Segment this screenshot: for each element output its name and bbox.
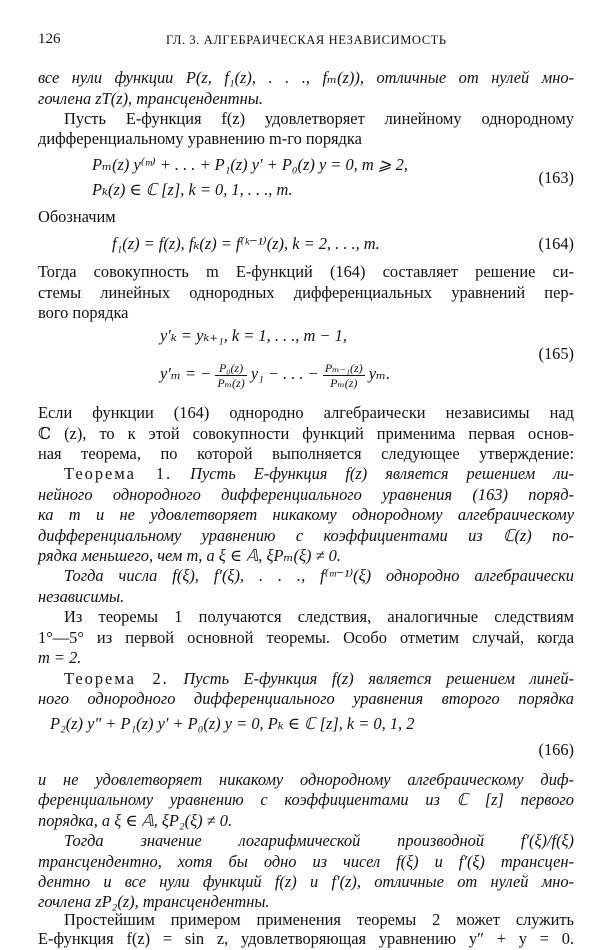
equation-165-line1: y′ₖ = yₖ₊₁, k = 1, . . ., m − 1, <box>160 326 347 345</box>
text-line: порядка, а ξ ∈ 𝔸, ξP₂(ξ) ≠ 0. <box>38 811 233 830</box>
text-line: нейного однородного дифференциального уравнения (163) поряд- <box>38 485 574 504</box>
page-number: 126 <box>38 31 61 47</box>
text-line: m = 2. <box>38 648 82 667</box>
text-line: Если функции (164) однородно алгебраически независимы над <box>38 403 574 422</box>
equation-165-end: yₘ. <box>368 364 391 383</box>
theorem-2-heading-line: Теорема 2. Пусть E-функция f(z) является решением линей- <box>64 669 574 688</box>
equation-163-line2: Pₖ(z) ∈ ℂ [z], k = 0, 1, . . ., m. <box>92 180 293 199</box>
text-line: рядка меньшего, чем m, а ξ ∈ 𝔸, ξPₘ(ξ) ≠ 0. <box>38 546 341 565</box>
text-line: вого порядка <box>38 303 129 322</box>
text-line: 1°—5° из первой основной теоремы. Особо отметим случай, когда <box>38 628 574 647</box>
text-line: гочлена zP₂(z), трансцендентны. <box>38 892 270 911</box>
text-line: гочлена zT(z), трансцендентны. <box>38 89 263 108</box>
theorem-1-label: Теорема 1. <box>64 464 173 483</box>
equation-166: P₂(z) y″ + P₁(z) y′ + P₀(z) y = 0, Pₖ ∈ ℂ [z], k = 0, 1, 2 <box>50 714 415 733</box>
text-line: Тогда совокупность m E-функций (164) составляет решение си- <box>38 262 574 281</box>
equation-165-lhs: y′ₘ = − <box>160 364 212 383</box>
text-line: независимы. <box>38 587 125 606</box>
theorem-1-heading-line: Теорема 1. Пусть E-функция f(z) является решением ли- <box>64 464 575 483</box>
fraction-p0-pm: $\frac{\text{P₀(z)}}{\text{Pₘ(z)}}$ <box>217 360 245 390</box>
running-title: ГЛ. 3. АЛГЕБРАИЧЕСКАЯ НЕЗАВИСИМОСТЬ <box>166 33 447 47</box>
text-line: и не удовлетворяет никакому однородному алгебраическому диф- <box>38 770 574 789</box>
theorem-2-label: Теорема 2. <box>64 669 169 688</box>
text-line: дентно и все нули функций f(z) и f′(z), отличные от нулей мно- <box>38 872 574 891</box>
text-line: ного однородного дифференциального уравнения второго порядка <box>38 689 574 708</box>
equation-number-165: (165) <box>538 344 574 363</box>
text-line: ка m и не удовлетворяет никакому однородному алгебраическому <box>38 505 574 524</box>
text-line: стемы линейных однородных дифференциальных уравнений пер- <box>38 283 574 302</box>
equation-165-line2 <box>160 354 390 394</box>
text-line: ференциальному уравнению с коэффициентами из ℂ [z] первого <box>38 790 574 809</box>
equation-165-middle: y₁ − . . . − <box>250 364 319 383</box>
text-line: Пусть E-функция f(z) удовлетворяет линейному однородному <box>64 109 574 128</box>
fraction-pm1-pm: $\frac{\text{Pₘ₋₁(z)}}{\text{Pₘ(z)}}$ <box>324 360 363 390</box>
text-line: трансцендентно, хотя бы одно из чисел f(ξ) и f′(ξ) трансцен- <box>38 852 574 871</box>
text-line: ℂ (z), то к этой совокупности функций применима первая основ- <box>38 424 574 443</box>
text-line: Простейшим примером применения теоремы 2 может служить <box>64 910 574 929</box>
equation-164: f₁(z) = f(z), fₖ(z) = f⁽ᵏ⁻¹⁾(z), k = 2, . . ., m. <box>112 234 380 253</box>
equation-number-163: (163) <box>538 168 574 187</box>
equation-163-line1: Pₘ(z) y⁽ᵐ⁾ + . . . + P₁(z) y′ + P₀(z) y = 0, m ⩾ 2, <box>92 155 408 174</box>
equation-number-166: (166) <box>538 740 574 759</box>
text-line: E-функция f(z) = sin z, удовлетворяющая уравнению y″ + y = 0. <box>38 929 574 948</box>
text-line: дифференциальному уравнению m-го порядка <box>38 129 362 148</box>
text-line: Из теоремы 1 получаются следствия, аналогичные следствиям <box>64 607 574 626</box>
text-line: все нули функции P(z, f₁(z), . . ., fₘ(z)), отличные от нулей мно- <box>38 68 574 87</box>
text-line: ная теорема, по которой выполняется следующее утверждение: <box>38 444 574 463</box>
text-line: дифференциальному уравнению с коэффициентами из ℂ(z) по- <box>38 526 574 545</box>
text-line: Тогда значение логарифмической производной f′(ξ)/f(ξ) <box>64 831 574 850</box>
text-line: Обозначим <box>38 207 116 226</box>
text-line: Тогда числа f(ξ), f′(ξ), . . ., f⁽ᵐ⁻¹⁾(ξ) однородно алгебраически <box>64 566 574 585</box>
equation-number-164: (164) <box>538 234 574 253</box>
